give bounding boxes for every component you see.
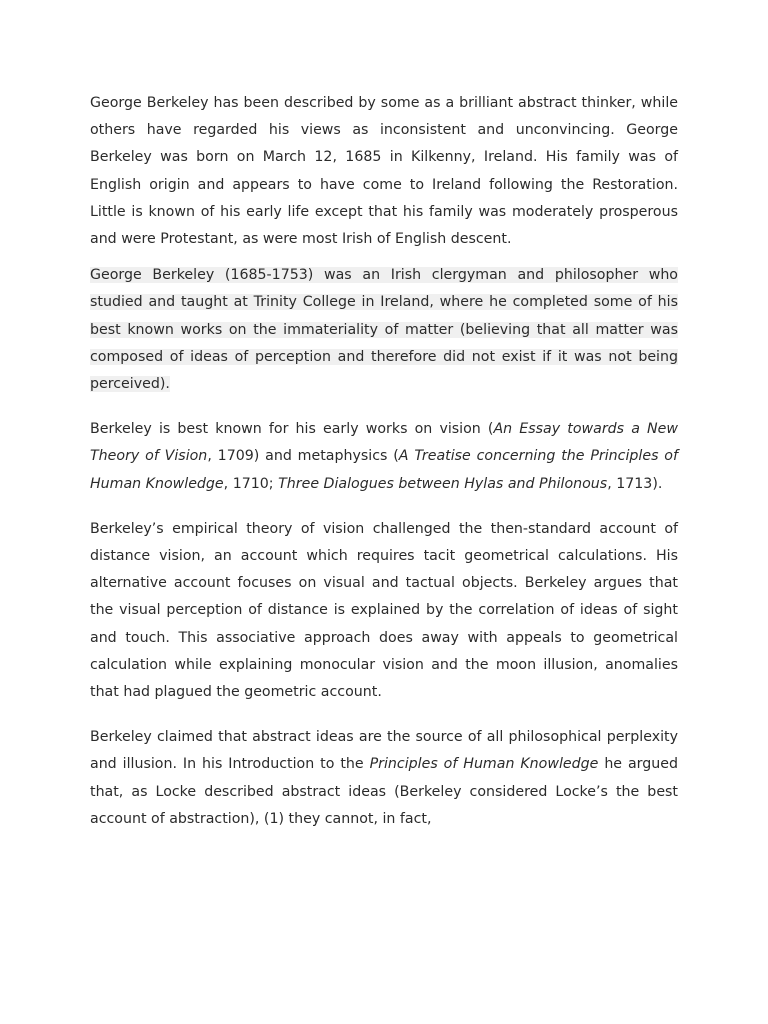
paragraph-theory-of-vision: Berkeley’s empirical theory of vision challenged the then-standard account of distance vision, an account which requires tacit geometrical calculations. His alternative account focuses on visual and tactual objects. Berkeley argues that the visual perception of distance is explained by the correlation of ideas of sight and touch. This associative approach does away with appeals to geometrical calculation while explaining monocular vision and the moon illusion, anomalies that had plagued the geometric account. xyxy=(90,520,678,701)
text-run: Berkeley is best known for his early works on vision ( xyxy=(90,421,494,438)
paragraph-abstract-ideas xyxy=(90,724,678,833)
text-run: , 1710; xyxy=(223,475,279,492)
text-run: , 1713). xyxy=(607,475,663,492)
italic-title: Three Dialogues between Hylas and Philonous xyxy=(278,475,608,492)
text-run: , 1709) and metaphysics ( xyxy=(207,448,399,465)
document-page xyxy=(90,90,678,833)
paragraph-berkeley-summary xyxy=(90,262,678,398)
text-run: he argued that, as Locke described abstract ideas (Berkeley considered Locke’s the best account of abstraction), (1) they cannot, in fact, xyxy=(90,756,678,827)
paragraph-known-works xyxy=(90,416,678,498)
highlighted-text: George Berkeley (1685-1753) was an Irish clergyman and philosopher who studied and taught at Trinity College in Ireland, where he completed some of his best known works on the immateriality of matter (believing that all matter was composed of ideas of perception and therefore did not exist if it was not being perceived). xyxy=(90,267,678,393)
italic-title: Principles of Human Knowledge xyxy=(369,756,599,773)
italic-title: An Essay towards a New Theory of Vision xyxy=(90,421,678,465)
paragraph-berkeley-intro: George Berkeley has been described by some as a brilliant abstract thinker, while others have regarded his views as inconsistent and unconvincing. George Berkeley was born on March 12, 1685 in Kilkenny, Ireland. His family was of English origin and appears to have come to Ireland following the Restoration. Little is known of his early life except that his family was moderately prosperous and were Protestant, as were most Irish of English descent. xyxy=(90,95,678,248)
italic-title: A Treatise concerning the Principles of Human Knowledge xyxy=(90,448,678,492)
text-run: Berkeley claimed that abstract ideas are the source of all philosophical perplexity and illusion. In his Introduction to the xyxy=(90,729,678,773)
